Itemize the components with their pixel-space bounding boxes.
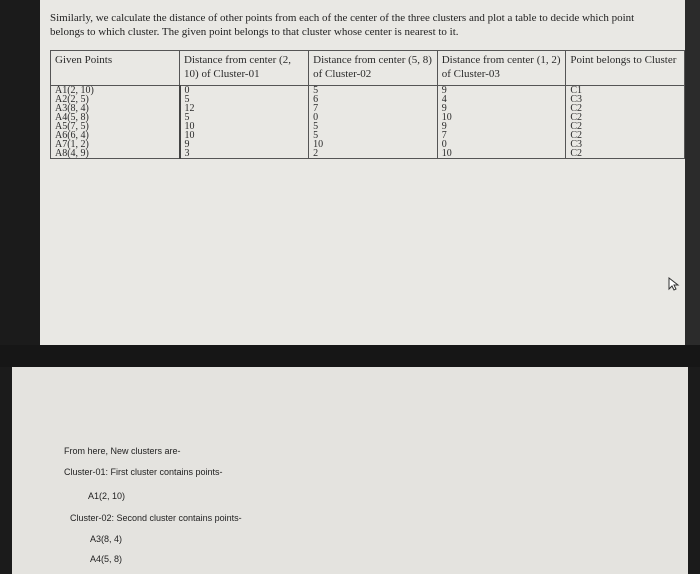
document-page-bottom <box>12 367 688 574</box>
distance-table <box>50 50 685 159</box>
cell-cluster: C1 <box>566 86 685 96</box>
cell-cluster: C2 <box>566 131 685 140</box>
cell-dist-c2: 6 <box>309 95 438 104</box>
cell-dist-c2: 0 <box>309 113 438 122</box>
cell-dist-c2: 2 <box>309 149 438 159</box>
table-row <box>51 95 685 104</box>
cluster-02-description: Cluster-02: Second cluster contains points- <box>70 513 242 523</box>
intro-paragraph: Similarly, we calculate the distance of other points from each of the center of the three clusters and plot a table to decide which point belongs to which cluster. The given point belongs to that cluster whose center is nearest to it. <box>50 12 635 38</box>
header-cluster-01-distance: Distance from center (2, 10) of Cluster-01 <box>180 51 309 86</box>
new-clusters-heading: From here, New clusters are- <box>64 446 181 456</box>
cell-dist-c1: 5 <box>180 113 309 122</box>
cell-dist-c3: 9 <box>437 122 566 131</box>
cell-dist-c3: 4 <box>437 95 566 104</box>
cell-point: A6(6, 4) <box>51 131 180 140</box>
table-row <box>51 113 685 122</box>
cell-cluster: C3 <box>566 95 685 104</box>
cell-dist-c3: 7 <box>437 131 566 140</box>
cell-point: A1(2, 10) <box>51 86 180 96</box>
header-given-points: Given Points <box>51 51 180 86</box>
table-row <box>51 131 685 140</box>
cell-dist-c3: 9 <box>437 104 566 113</box>
cell-point: A7(1, 2) <box>51 140 180 149</box>
cell-dist-c3: 10 <box>437 149 566 159</box>
cell-dist-c2: 5 <box>309 122 438 131</box>
cell-dist-c1: 10 <box>180 131 309 140</box>
mouse-cursor-icon <box>667 277 681 291</box>
cell-dist-c2: 5 <box>309 86 438 96</box>
cell-dist-c2: 7 <box>309 104 438 113</box>
table-row <box>51 122 685 131</box>
cluster-02-point: A4(5, 8) <box>90 554 123 564</box>
cell-dist-c1: 10 <box>180 122 309 131</box>
header-cluster-02-distance: Distance from center (5, 8) of Cluster-02 <box>309 51 438 86</box>
cell-dist-c1: 12 <box>180 104 309 113</box>
cell-cluster: C2 <box>566 104 685 113</box>
cluster-01-description: Cluster-01: First cluster contains points- <box>64 467 223 477</box>
table-row <box>51 86 685 96</box>
table-row <box>51 140 685 149</box>
document-page-top <box>40 0 685 345</box>
cell-dist-c2: 10 <box>309 140 438 149</box>
cell-dist-c3: 10 <box>437 113 566 122</box>
cell-dist-c1: 3 <box>180 149 309 159</box>
header-point-belongs: Point belongs to Cluster <box>566 51 685 86</box>
cell-dist-c1: 5 <box>180 95 309 104</box>
table-row <box>51 149 685 159</box>
page-gap-band <box>0 345 700 367</box>
cluster-02-point: A3(8, 4) <box>90 534 123 544</box>
cluster-01-point: A1(2, 10) <box>88 491 126 501</box>
cell-dist-c3: 0 <box>437 140 566 149</box>
cell-dist-c3: 9 <box>437 86 566 96</box>
cell-point: A3(8, 4) <box>51 104 180 113</box>
cell-dist-c2: 5 <box>309 131 438 140</box>
cell-point: A4(5, 8) <box>51 113 180 122</box>
cell-point: A8(4, 9) <box>51 149 180 159</box>
cell-cluster: C2 <box>566 122 685 131</box>
header-cluster-03-distance: Distance from center (1, 2) of Cluster-03 <box>437 51 566 86</box>
cell-point: A5(7, 5) <box>51 122 180 131</box>
cell-cluster: C3 <box>566 140 685 149</box>
cell-cluster: C2 <box>566 149 685 159</box>
cell-cluster: C2 <box>566 113 685 122</box>
cell-dist-c1: 9 <box>180 140 309 149</box>
table-header-row <box>51 51 685 86</box>
dark-edge-strip <box>685 0 700 345</box>
cell-dist-c1: 0 <box>180 86 309 96</box>
table-row <box>51 104 685 113</box>
cell-point: A2(2, 5) <box>51 95 180 104</box>
